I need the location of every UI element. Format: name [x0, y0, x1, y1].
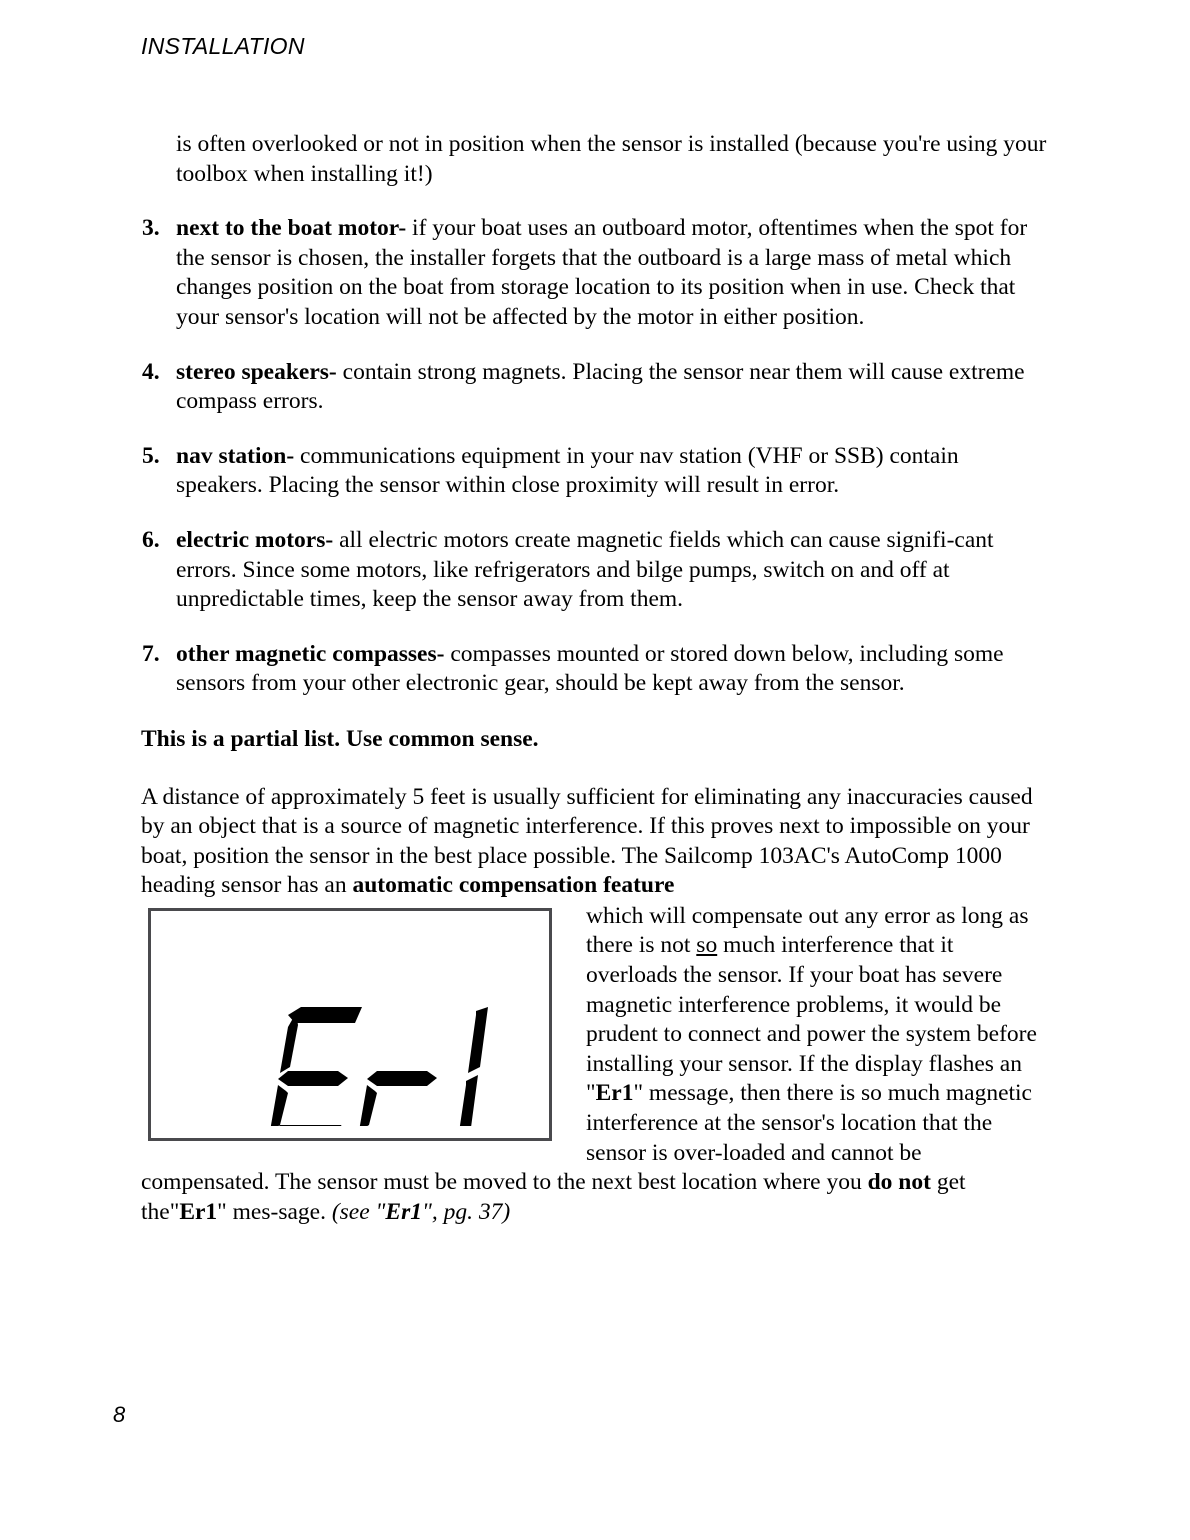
cross-reference-close: ", pg. 37): [421, 1198, 511, 1225]
figure-block: [141, 902, 1047, 1228]
wrapped-text-part2: much interference that it overloads the sensor. If your boat has severe magnetic interference problems, it would be prudent to connect and power the system before installing your sensor. If the display flashes an ": [586, 932, 1037, 1107]
list-item-number: 5.: [142, 442, 160, 469]
distance-paragraph-text: A distance of approximately 5 feet is usually sufficient for eliminating any inaccuracies caused by an object that is a source of magnetic interference. If this proves next to impossible on your boat, position the sensor in the best place possible. The Sailcomp 103AC's AutoComp 1000 heading sensor has an: [141, 783, 1033, 899]
error-code-inline-1: Er1: [595, 1080, 634, 1107]
wrapped-text-part4: get the": [141, 1169, 966, 1225]
wrapped-text-part1: which will compensate out any error as long as there is not: [586, 902, 1029, 959]
list-item: [141, 640, 1047, 699]
list-item: [141, 214, 1047, 332]
list-item-number: 6.: [142, 526, 160, 553]
list-item: [141, 358, 1047, 417]
list-item-term: nav station-: [176, 442, 295, 469]
cross-reference-code: Er1: [385, 1198, 422, 1225]
hazard-list: [141, 214, 1047, 699]
wrapped-text-part5: " mes-sage.: [217, 1198, 332, 1225]
error-code-inline-2: Er1: [179, 1198, 218, 1225]
cross-reference-open: (see ": [331, 1198, 386, 1225]
partial-list-note: This is a partial list. Use common sense.: [141, 725, 539, 752]
list-item-text: all electric motors create magnetic fields which can cause signifi-cant errors. Since some motors, like refrigerators and bilge pumps, switch on and off at unpredictable times, keep the sensor away from them.: [176, 526, 994, 613]
list-item-number: 7.: [142, 640, 160, 667]
running-header: INSTALLATION: [141, 33, 305, 59]
cross-reference: [332, 1199, 510, 1225]
list-item-number: 4.: [142, 358, 160, 385]
do-not-phrase: do not: [867, 1169, 931, 1196]
page-number: 8: [113, 1402, 126, 1427]
list-item-term: stereo speakers-: [176, 358, 337, 385]
list-item: [141, 526, 1047, 615]
list-item-text: communications equipment in your nav station (VHF or SSB) contain speakers. Placing the sensor within close proximity will result in error.: [176, 442, 959, 499]
list-item-text: contain strong magnets. Placing the sensor near them will cause extreme compass errors.: [176, 358, 1025, 415]
list-item-term: next to the boat motor-: [176, 215, 407, 242]
list-item-number: 3.: [142, 215, 160, 242]
list-item-term: electric motors-: [176, 526, 334, 553]
list-item: [141, 442, 1047, 501]
so-underlined: so: [696, 932, 718, 959]
distance-paragraph: [141, 783, 1047, 901]
list-item-text: if your boat uses an outboard motor, oftentimes when the spot for the sensor is chosen, the installer forgets that the outboard is a large mass of metal which changes position on the boat from storage location to its position when in use. Check that your sensor's location will not be affected by the motor in either position.: [176, 215, 1028, 330]
list-item-text: compasses mounted or stored down below, including some sensors from your other electronic gear, should be kept away from the sensor.: [176, 640, 1004, 697]
seven-segment-display-icon: [200, 1001, 500, 1126]
wrapped-text-part3: " message, then there is so much magnetic interference at the sensor's location that the sensor is over-loaded and cannot be compensated. The sensor must be moved to the next best location where you: [141, 1080, 1032, 1196]
lead-paragraph: is often overlooked or not in position when the sensor is installed (because you're using your toolbox when installing it!): [176, 131, 1047, 187]
automatic-compensation-phrase: automatic compensation feature: [352, 872, 675, 899]
lcd-display-figure: [148, 908, 552, 1141]
body-content: [141, 130, 1047, 1227]
list-item-term: other magnetic compasses-: [176, 640, 445, 667]
